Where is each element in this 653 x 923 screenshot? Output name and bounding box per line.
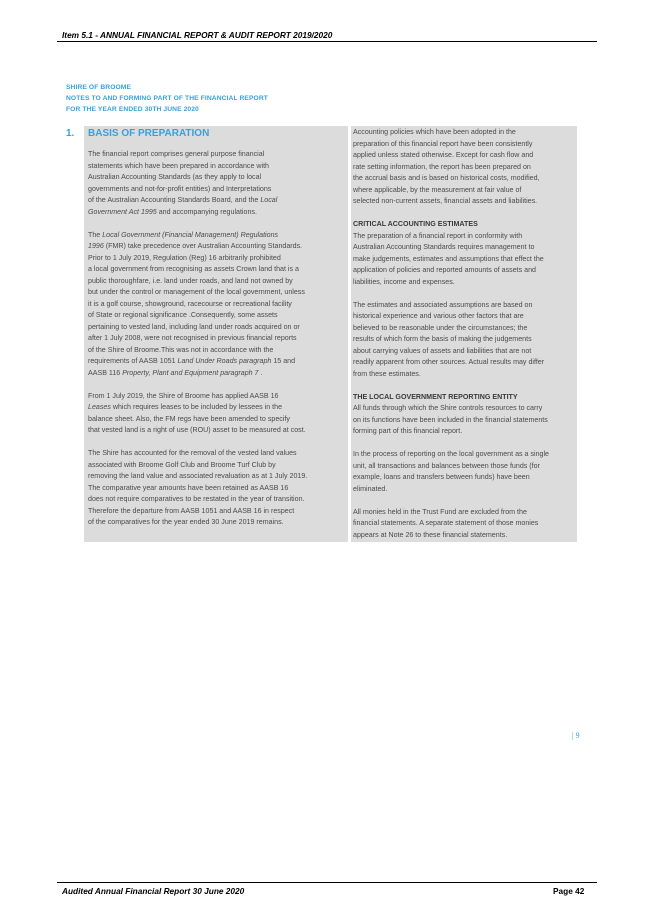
- page-number: | 9: [572, 731, 580, 740]
- heading-critical-estimates: CRITICAL ACCOUNTING ESTIMATES: [353, 220, 478, 228]
- report-period: FOR THE YEAR ENDED 30TH JUNE 2020: [66, 106, 199, 113]
- paragraph-fmr-regulations: The Local Government (Financial Management) Regulations 1996 (FMR) take precedence over Australian Accounting Standards. Prior to 1 July 2019, Regulation (Reg) 16 arbitrarily prohibited a local government from recognising as assets Crown land that is a public thoroughfare, i.e. land under roads, and land not owned by but under the control or management of the local government, unless it is a golf course, showground, racecourse or recreational facility of State or regional significance .Consequently, some assets pertaining to vested land, including land under roads acquired on or after 1 July 2008, were not recognised in previous financial reports of the Shire of Broome.This was not in accordance with the requirements of AASB 1051 Land Under Roads paragraph 15 and AASB 116 Property, Plant and Equipment paragraph 7 .: [88, 230, 305, 377]
- footer-page-label: Page 42: [553, 886, 585, 896]
- paragraph-estimates: The preparation of a financial report in conformity with Australian Accounting Standards requires management to make judgements, estimates and assumptions that effect the application of policies and reported amounts of assets and liabilities, income and expenses.: [353, 231, 544, 286]
- paragraph-trust-fund: All monies held in the Trust Fund are excluded from the financial statements. A separate statement of those monies appears at Note 26 to these financial statements.: [353, 507, 539, 539]
- right-column-text: [353, 127, 549, 541]
- organisation-name: SHIRE OF BROOME: [66, 84, 132, 91]
- footer-report-title: Audited Annual Financial Report 30 June 2020: [62, 886, 245, 896]
- paragraph-aasb16: From 1 July 2019, the Shire of Broome has applied AASB 16 Leases which requires leases to be included by lessees in the balance sheet. Also, the FM regs have been amended to specify that vested land is a right of use (ROU) asset to be measured at cost.: [88, 391, 306, 434]
- organisation-heading: [66, 82, 268, 115]
- footer-divider: [57, 882, 597, 883]
- section-number: 1.: [66, 128, 75, 139]
- left-column-text: [88, 149, 307, 529]
- paragraph-vested-land: The Shire has accounted for the removal of the vested land values associated with Broome Golf Club and Broome Turf Club by removing the land value and associated revaluation as at 1 July 2019. The comparative year amounts have been retained as AASB 16 does not require comparatives to be restated in the year of transition. Therefore the departure from AASB 1051 and AASB 16 in respect of the comparatives for the year ended 30 June 2019 remains.: [88, 449, 308, 526]
- document-header-title: Item 5.1 - ANNUAL FINANCIAL REPORT & AUDIT REPORT 2019/2020: [62, 30, 333, 40]
- paragraph-accounting-policies: Accounting policies which have been adopted in the preparation of this financial report have been consistently applied unless stated otherwise. Except for cash flow and rate setting information, the report has been prepared on the accrual basis and is based on historical costs, modified, where applicable, by the measurement at fair value of selected non-current assets, financial assets and liabilities.: [353, 128, 540, 205]
- section-title: BASIS OF PREPARATION: [88, 128, 210, 139]
- paragraph-funds: All funds through which the Shire controls resources to carry on its functions have been included in the financial statements forming part of this financial report.: [353, 404, 548, 435]
- paragraph-financial-report: The financial report comprises general purpose financial statements which have been prepared in accordance with Australian Accounting Standards (as they apply to local governments and not-for-profit entities) and Interpretations of the Australian Accounting Standards Board, and the Local Government Act 1995 and accompanying regulations.: [88, 150, 278, 216]
- heading-reporting-entity: THE LOCAL GOVERNMENT REPORTING ENTITY: [353, 392, 518, 401]
- paragraph-single-unit: In the process of reporting on the local government as a single unit, all transactions and balances between those funds (for example, loans and transfers between funds) have been eliminated.: [353, 450, 549, 493]
- paragraph-assumptions: The estimates and associated assumptions are based on historical experience and various other factors that are believed to be reasonable under the circumstances; the results of which form the basis of making the judgements about carrying values of assets and liabilities that are not readily apparent from other sources. Actual results may differ from these estimates.: [353, 300, 545, 378]
- report-subtitle: NOTES TO AND FORMING PART OF THE FINANCIAL REPORT: [66, 95, 268, 102]
- header-divider: [57, 41, 597, 42]
